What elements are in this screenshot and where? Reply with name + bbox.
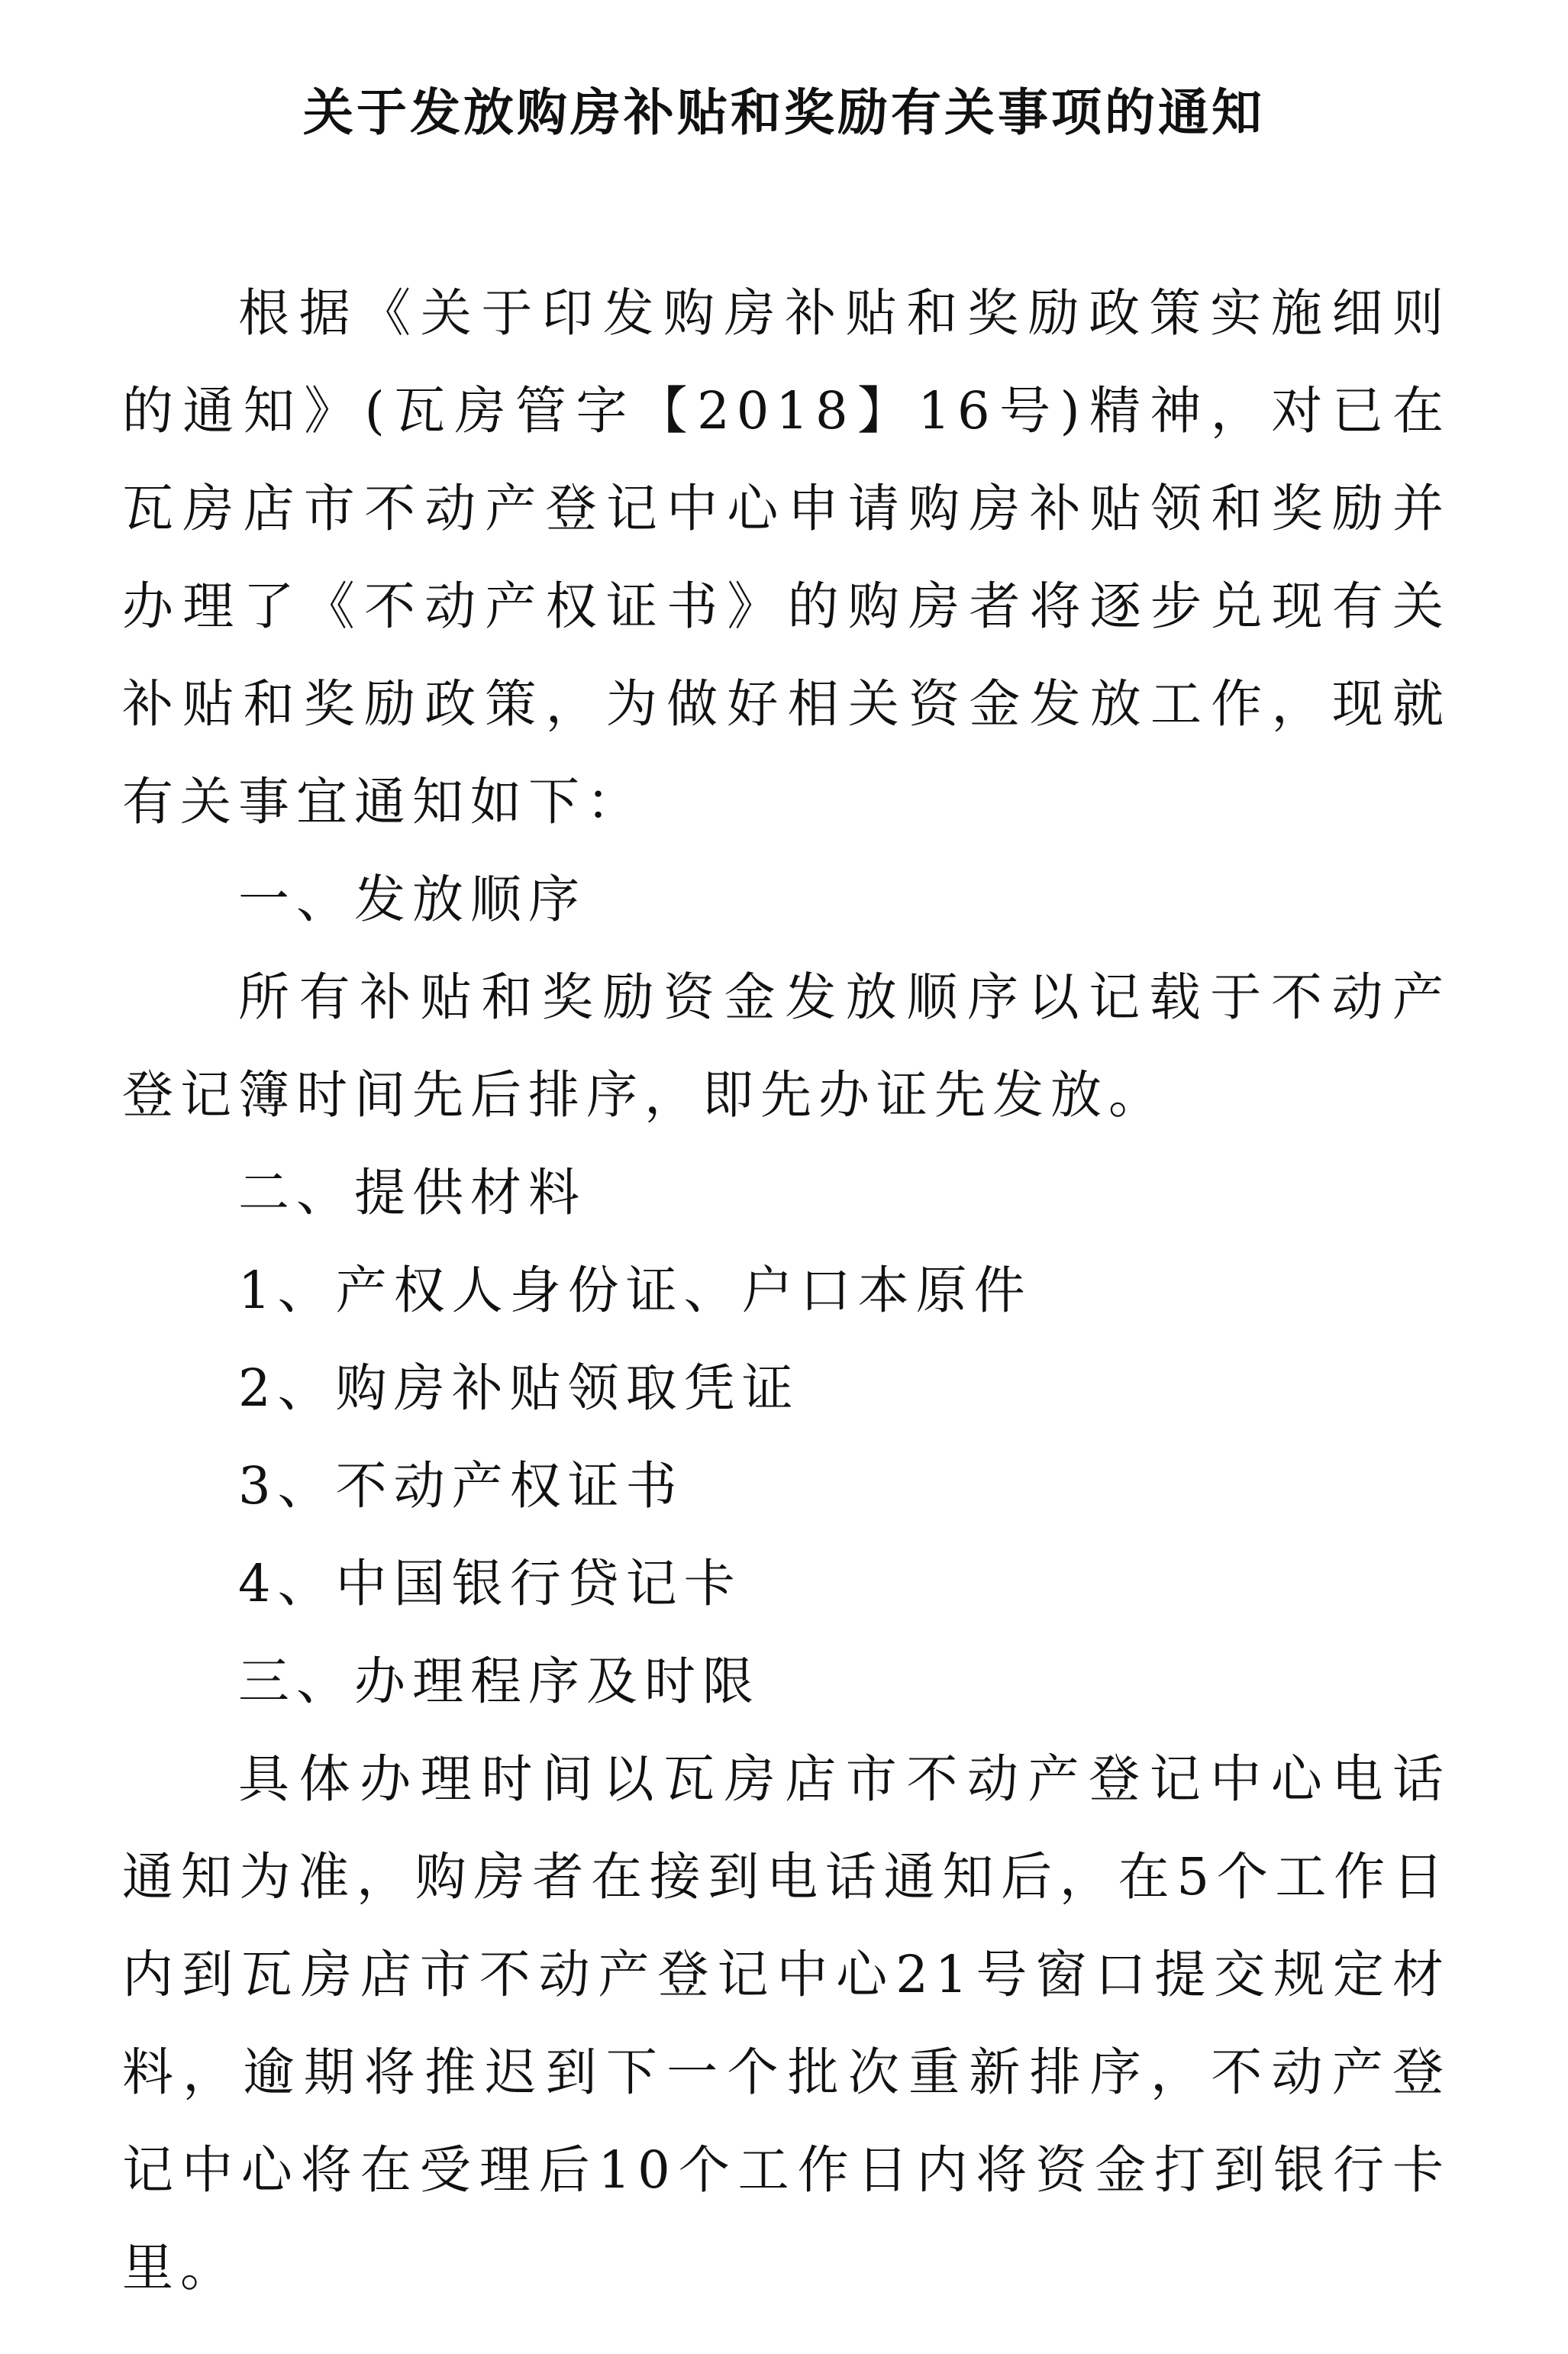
section-heading-materials: 二、提供材料 xyxy=(238,1163,586,1222)
materials-item-1: 1、产权人身份证、户口本原件 xyxy=(238,1261,1032,1320)
distribution-order-paragraph: 所有补贴和奖励资金发放顺序以记载于不动产登记簿时间先后排序，即先办证先发放。 xyxy=(122,967,1450,1125)
document-body xyxy=(122,264,1450,2317)
procedure-paragraph: 具体办理时间以瓦房店市不动产登记中心电话通知为准，购房者在接到电话通知后，在5个工作日内到瓦房店市不动产登记中心21号窗口提交规定材料，逾期将推迟到下一个批次重新排序，不动产登记中心将在受理后10个工作日内将资金打到银行卡里。 xyxy=(122,1749,1450,2297)
section-heading-distribution-order: 一、发放顺序 xyxy=(238,870,586,929)
materials-item-3: 3、不动产权证书 xyxy=(238,1456,684,1516)
materials-item-2: 2、购房补贴领取凭证 xyxy=(238,1358,800,1418)
materials-item-4: 4、中国银行贷记卡 xyxy=(238,1554,742,1613)
document-title: 关于发放购房补贴和奖励有关事项的通知 xyxy=(303,83,1265,142)
intro-paragraph: 根据《关于印发购房补贴和奖励政策实施细则的通知》(瓦房管字【2018】16号)精神，对已在瓦房店市不动产登记中心申请购房补贴领和奖励并办理了《不动产权证书》的购房者将逐步兑现有关补贴和奖励政策，为做好相关资金发放工作，现就有关事宜通知如下： xyxy=(122,283,1450,831)
section-heading-procedure: 三、办理程序及时限 xyxy=(238,1652,760,1711)
